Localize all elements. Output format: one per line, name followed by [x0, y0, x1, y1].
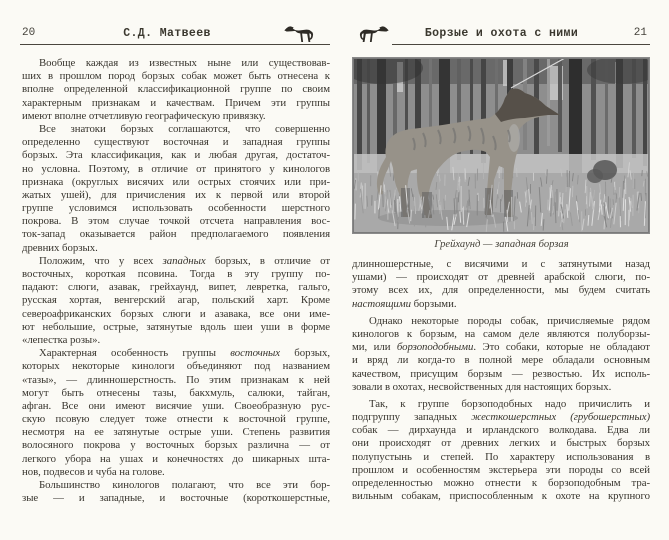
body-text-left — [22, 57, 330, 505]
text-line: подгруппу западных жесткошерстных (грубошерстных) — [352, 411, 650, 424]
paragraph — [22, 255, 330, 347]
text-line: жатых ушей), для причисления их к первой или второй — [22, 188, 330, 201]
text-line: зовали в охотах, несвойственных для настоящих борзых. — [352, 380, 612, 393]
text-line: собак — дирхаунда и ирландского волкодава. Едва ли — [352, 424, 650, 437]
text-line: легкого убора на ушах и конечностях до шикарных шта- — [22, 452, 330, 465]
text-line: афган. Все они имеют висячие уши. Своеобразную рус- — [22, 399, 330, 412]
text-line: длинношерстные, с висячими и с затянутыми назад — [352, 258, 650, 270]
greyhound-photo-art — [353, 58, 649, 233]
text-line: Все знатоки борзых соглашаются, что совершенно — [39, 122, 330, 135]
text-line: «тазы», — длинношерстность. По этим признакам к ней — [22, 373, 330, 386]
text-line: Большинство кинологов полагают, что все эти бор- — [39, 479, 330, 491]
text-line: борзых. Эта классификация, как и любая другая, достаточ- — [22, 149, 330, 162]
text-line: ушами) — происходят от древней арабской слюги, по- — [352, 271, 650, 284]
text-line: нов, подвесов и чуба на голове. — [22, 465, 165, 478]
text-line: восточных, короткая псовина. Тогда в эту группу по- — [22, 268, 330, 280]
running-header-author: С.Д. Матвеев — [123, 27, 211, 40]
header-rule-left — [20, 44, 330, 45]
dog-shadow — [378, 210, 518, 226]
text-line: кинологов к борзым, на самом деле являются полуборзы- — [352, 327, 650, 340]
text-line: этому всех их, для определенности, мы будем считать — [352, 284, 650, 297]
text-line: ших в прошлом пород борзых собак может быть отнесена к — [22, 70, 330, 83]
text-line: зые — и западные, и восточные (короткошерстные, — [22, 492, 330, 505]
header-rule-right — [392, 44, 650, 45]
text-line: имеют вполне отчетливую географическую привязку. — [22, 109, 266, 122]
text-line: покрова. В этом случае точкой отсчета направления вос- — [22, 215, 330, 228]
left-page — [0, 0, 334, 540]
text-line: но условна. Поэтому, в отличие от принятого у кинологов — [22, 162, 330, 175]
text-line: Положим, что у всех западных борзых, в отличие от — [39, 254, 330, 267]
text-line: несмотря на ее затянутые острые уши. Степень развития — [22, 426, 330, 439]
text-line: вполне определенной классификационной группе по своим — [22, 83, 330, 96]
text-line: Однако некоторые породы собак, причисляемые рядом — [369, 314, 650, 327]
borzoi-icon — [283, 22, 315, 45]
paragraph — [22, 479, 330, 505]
text-line: вильным собакам, приспособленным к охоте на крупного — [352, 490, 650, 503]
paragraph — [22, 123, 330, 255]
text-line: могут быть отнесены тазы, бакхмуль, салюки, тайган, — [22, 386, 330, 399]
text-line: ми, или борзоподобными. Это собаки, которые не обладают — [352, 341, 650, 354]
paragraph — [22, 57, 330, 123]
text-line: полупустынь и степей. По характеру использования в — [352, 450, 650, 463]
text-line: прошлом и особенностям экстерьера эти породы со всей — [352, 463, 650, 476]
text-line: «лепестка розы». — [22, 333, 101, 346]
text-line: Вообще каждая из известных ныне или существовав- — [39, 57, 330, 69]
text-line: качеством, присущим борзым — резвостью. Их исполь- — [352, 367, 650, 380]
page-number-right: 21 — [633, 27, 647, 39]
right-page — [334, 0, 669, 540]
text-line: русская хортая, венгерский агар, польский харт. Кроме — [22, 294, 330, 307]
text-line: древних борзых. — [22, 241, 98, 254]
text-line: группе условимся использовать особенности шерстного — [22, 202, 330, 215]
text-line: ток-запад оказывается район предполагаемого появления — [22, 228, 330, 241]
text-line: определенностью можно отнести к борзоподобным тра- — [352, 477, 650, 489]
text-line: они происходят от древних легких и быстрых борзых — [352, 437, 650, 450]
body-text-right — [352, 258, 650, 503]
text-line: признака (округлых висячих или острых стоячих или при- — [22, 175, 330, 188]
text-line: скую псовую следует тоже отнести к восточной группе, — [22, 413, 330, 426]
text-line: характерным признакам и качествам. Причем эти группы — [22, 96, 330, 109]
text-line: которых некоторые кинологи объединяют под названием — [22, 360, 330, 373]
photo-caption: Грейхаунд — западная борзая — [434, 239, 569, 250]
page-number-left: 20 — [22, 27, 36, 39]
bush — [587, 169, 603, 183]
text-line: волосяного покрова у восточных борзых различна — от — [22, 439, 330, 452]
text-line: ют небольшие, острые, затянутые вдоль шеи уши в форме — [22, 320, 330, 333]
text-line: североафриканских борзых слюги и азавака, все они име- — [22, 307, 330, 320]
text-line: Так, к группе борзоподобных надо причислить и — [369, 397, 650, 410]
text-line: Характерная особенность группы восточных борзых, — [39, 347, 330, 360]
running-header-title: Борзые и охота с ними — [424, 27, 579, 40]
paragraph — [352, 398, 650, 504]
text-line: определенно существуют восточная и западная группы — [22, 136, 330, 149]
text-line: падают: слюги, азавак, грейхаунд, випет, левретка, гальго, — [22, 281, 330, 294]
paragraph — [352, 315, 650, 394]
text-line: настоящими борзыми. — [352, 297, 457, 310]
text-line: и вряд ли когда-то в полной мере обладали основным — [352, 354, 650, 367]
paragraph — [22, 347, 330, 479]
greyhound-photo — [352, 57, 650, 234]
paragraph — [352, 258, 650, 311]
